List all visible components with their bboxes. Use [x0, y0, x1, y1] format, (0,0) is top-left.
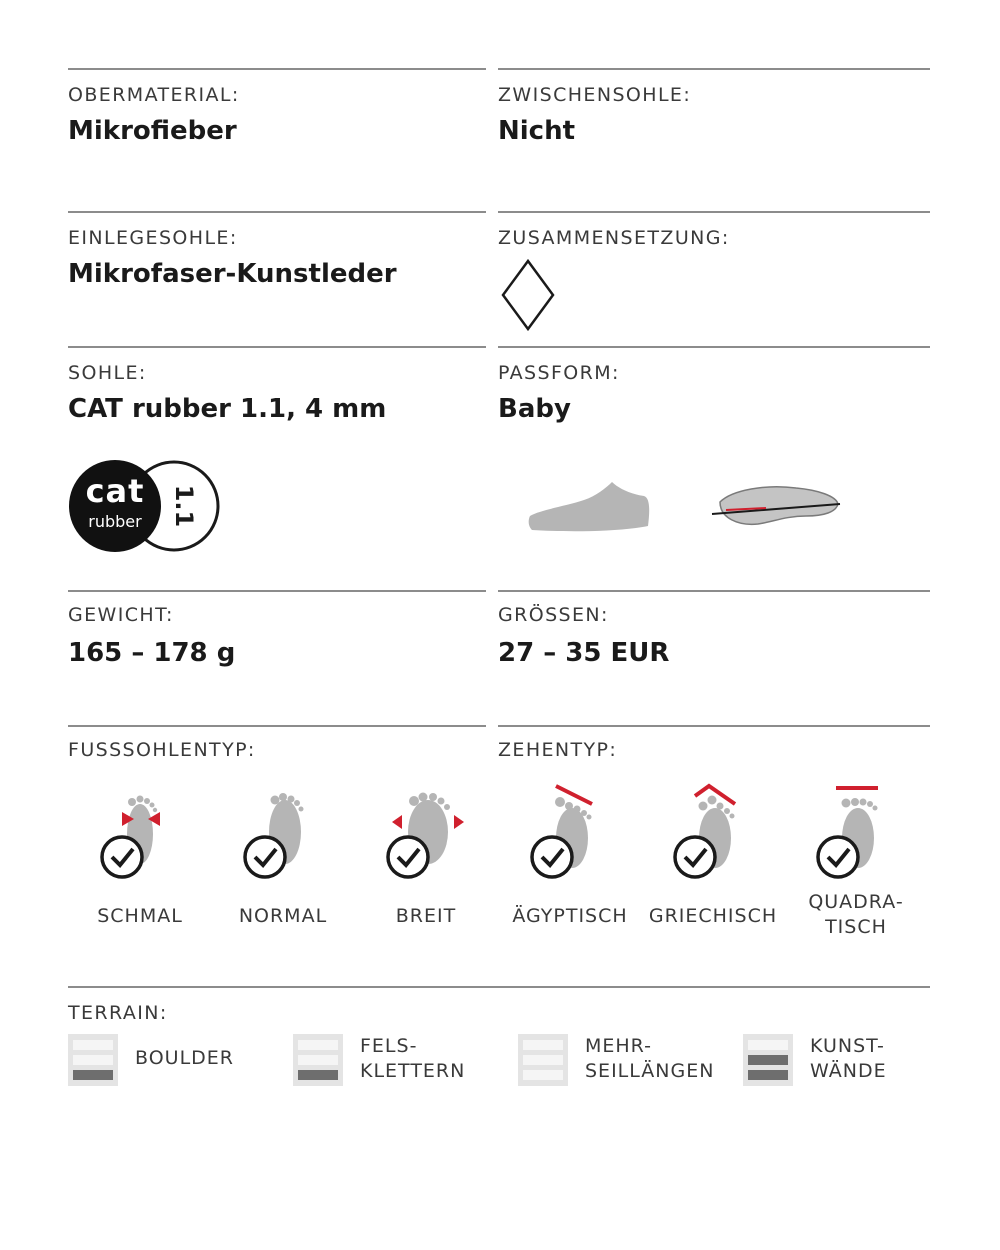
- terrain-level-icon: [518, 1034, 568, 1086]
- cat-logo-word: cat: [85, 472, 145, 510]
- midsole-value: Nicht: [498, 116, 576, 146]
- terrain-level-icon: [293, 1034, 343, 1086]
- foot-normal-icon: [213, 782, 353, 892]
- insole-profile-icon: [706, 478, 844, 530]
- sizes-value: 27 – 35 EUR: [498, 638, 670, 668]
- sole-type-normal: [213, 782, 353, 942]
- fit-label: PASSFORM:: [498, 362, 620, 384]
- terrain-rock-climbing-caption: FELS- KLETTERN: [360, 1035, 466, 1082]
- terrain-gym-walls-caption: KUNST- WÄNDE: [810, 1035, 887, 1082]
- insole-label: EINLEGESOHLE:: [68, 227, 238, 249]
- sizes-label: GRÖSSEN:: [498, 604, 609, 626]
- sole-type-wide: [356, 782, 496, 942]
- toe-type-greek: [643, 782, 783, 942]
- toe-square-icon: [786, 782, 926, 892]
- fit-value: Baby: [498, 394, 571, 424]
- midsole-label: ZWISCHENSOHLE:: [498, 84, 692, 106]
- sole-type-normal-caption: NORMAL: [238, 905, 328, 927]
- toe-type-label: ZEHENTYP:: [498, 739, 618, 761]
- terrain-rock-climbing: [293, 1034, 493, 1094]
- terrain-level-icon: [68, 1034, 118, 1086]
- insole-value: Mikrofaser-Kunstleder: [68, 259, 397, 289]
- sole-type-label: FUSSSOHLENTYP:: [68, 739, 256, 761]
- sole-type-wide-caption: BREIT: [395, 905, 457, 927]
- cat-logo-sub: rubber: [88, 512, 142, 531]
- toe-type-square-caption: QUADRA- TISCH: [808, 891, 904, 938]
- sole-type-narrow-caption: SCHMAL: [97, 905, 183, 927]
- cat-rubber-logo: [68, 458, 228, 554]
- toe-type-square: [786, 782, 926, 942]
- terrain-multipitch-caption: MEHR- SEILLÄNGEN: [585, 1035, 715, 1082]
- weight-value: 165 – 178 g: [68, 638, 236, 668]
- terrain-level-icon: [743, 1034, 793, 1086]
- foot-narrow-icon: [70, 782, 210, 892]
- terrain-boulder-caption: BOULDER: [135, 1047, 234, 1069]
- terrain-boulder: [68, 1034, 268, 1094]
- shoe-side-profile-icon: [526, 476, 656, 538]
- toe-greek-icon: [643, 782, 783, 892]
- terrain-multipitch: [518, 1034, 728, 1094]
- toe-egyptian-icon: [500, 782, 640, 892]
- foot-wide-icon: [356, 782, 496, 892]
- toe-type-egyptian: [500, 782, 640, 942]
- toe-type-egyptian-caption: ÄGYPTISCH: [512, 905, 628, 927]
- terrain-label: TERRAIN:: [68, 1002, 168, 1024]
- construction-label: ZUSAMMENSETZUNG:: [498, 227, 730, 249]
- toe-type-greek-caption: GRIECHISCH: [648, 905, 778, 927]
- sole-type-narrow: [70, 782, 210, 942]
- weight-label: GEWICHT:: [68, 604, 174, 626]
- upper-material-value: Mikrofieber: [68, 116, 237, 146]
- upper-material-label: OBERMATERIAL:: [68, 84, 240, 106]
- cat-logo-version: 1.1: [170, 484, 198, 528]
- terrain-gym-walls: [743, 1034, 933, 1094]
- sole-label: SOHLE:: [68, 362, 147, 384]
- sole-value: CAT rubber 1.1, 4 mm: [68, 394, 387, 424]
- diamond-outline-icon: [500, 258, 556, 332]
